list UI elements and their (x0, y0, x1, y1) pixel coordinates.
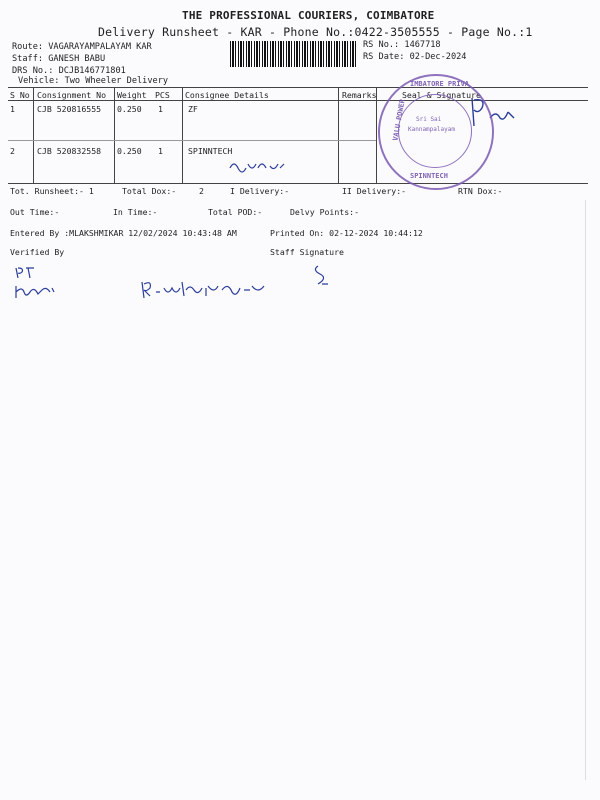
company-seal-stamp (378, 74, 494, 190)
staff-signature-label: Staff Signature (270, 247, 344, 257)
column-divider (338, 87, 339, 183)
vehicle-label: Vehicle: Two Wheeler Delivery (18, 76, 169, 86)
row2-consignee: SPINNTECH (188, 146, 233, 156)
seal-text-middle-1: Sri Sai (416, 116, 442, 123)
middle-signature (138, 276, 268, 302)
row1-consignment: CJB 520816555 (37, 104, 102, 114)
row1-consignee: ZF (188, 104, 198, 114)
column-divider (33, 87, 34, 183)
delvy-points: Delvy Points:- (290, 207, 360, 217)
staff-label: Staff: GANESH BABU (12, 54, 106, 64)
row-divider (8, 140, 376, 141)
seal-text-middle-2: Kannampalayam (408, 126, 455, 133)
col-header-sno: S No (10, 90, 30, 100)
table-top-rule (8, 87, 588, 88)
col-header-consignee: Consignee Details (185, 90, 269, 100)
total-dox-label: Total Dox:- (122, 186, 177, 196)
column-divider (182, 87, 183, 183)
company-name: THE PROFESSIONAL COURIERS, COIMBATORE (182, 9, 435, 22)
rtn-dox: RTN Dox:- (458, 186, 503, 196)
total-dox-value: 2 (199, 186, 204, 196)
column-divider (376, 87, 377, 183)
drs-number: DRS No.: DCJB146771801 (12, 66, 126, 76)
table-bottom-rule (8, 183, 588, 184)
verified-by: Verified By (10, 247, 65, 257)
seal-text-bottom: SPINNTECH (410, 172, 448, 180)
seal-text-top: IMBATORE PRIVA (410, 80, 470, 88)
barcode (230, 41, 356, 67)
col-header-consignment: Consignment No (37, 90, 107, 100)
verifier-signature (12, 262, 72, 302)
printed-on: Printed On: 02-12-2024 10:44:12 (270, 228, 423, 238)
row1-sno: 1 (10, 104, 15, 114)
seal-text-left: VALU POWER (391, 98, 407, 142)
row1-weight: 0.250 (117, 104, 142, 114)
row2-weight: 0.250 (117, 146, 142, 156)
tot-runsheet: Tot. Runsheet:- 1 (10, 186, 94, 196)
row2-sno: 2 (10, 146, 15, 156)
in-time: In Time:- (113, 207, 158, 217)
right-edge-line (585, 200, 586, 780)
column-divider (114, 87, 115, 183)
row2-pcs: 1 (158, 146, 163, 156)
rs-date: RS Date: 02-Dec-2024 (363, 52, 467, 62)
out-time: Out Time:- (10, 207, 60, 217)
i-delivery: I Delivery:- (230, 186, 290, 196)
rs-number: RS No.: 1467718 (363, 40, 441, 50)
runsheet-title: Delivery Runsheet - KAR - Phone No.:0422-3505555 - Page No.:1 (98, 25, 533, 39)
total-pod: Total POD:- (208, 207, 263, 217)
staff-signature-mark (310, 262, 334, 288)
col-header-remarks: Remarks (342, 90, 377, 100)
handwritten-receiver-note (228, 158, 288, 174)
entered-by: Entered By :MLAKSHMIKAR 12/02/2024 10:43:48 AM (10, 228, 237, 238)
col-header-pcs: PCS (155, 90, 170, 100)
ii-delivery: II Delivery:- (342, 186, 407, 196)
row2-consignment: CJB 520832558 (37, 146, 102, 156)
col-header-seal: Seal & Signature (402, 90, 481, 100)
row1-pcs: 1 (158, 104, 163, 114)
col-header-weight: Weight (117, 90, 147, 100)
route-label: Route: VAGARAYAMPALAYAM KAR (12, 42, 152, 52)
